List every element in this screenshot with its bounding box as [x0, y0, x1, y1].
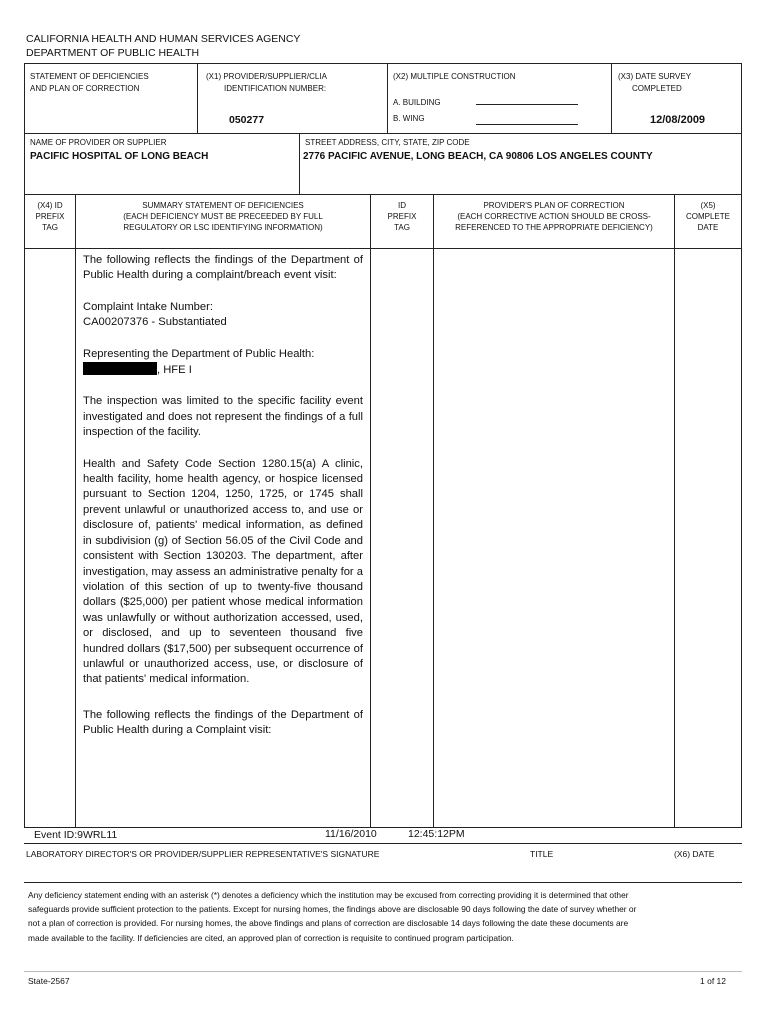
statement-label-2: AND PLAN OF CORRECTION [30, 84, 140, 93]
x4-header-l1: (X4) ID [37, 201, 63, 210]
wing-field-line [476, 124, 578, 125]
x5-header-l2: COMPLETE [685, 212, 730, 221]
event-date: 11/16/2010 [325, 828, 377, 840]
x3-label-2: COMPLETED [632, 84, 682, 93]
representative-label: Representing the Department of Public Health: [83, 347, 315, 360]
x2-wing-label: B. WING [393, 114, 425, 123]
summary-header-l1: SUMMARY STATEMENT OF DEFICIENCIES [142, 201, 304, 210]
plan-header [434, 200, 674, 233]
provider-divider [24, 194, 742, 195]
divider-col-plan [674, 194, 675, 827]
x6-date-label: (X6) DATE [674, 849, 715, 859]
department-name: DEPARTMENT OF PUBLIC HEALTH [26, 47, 200, 59]
form-footer-line [24, 971, 742, 972]
building-field-line [476, 104, 578, 105]
x1-value: 050277 [229, 114, 265, 126]
address-label: STREET ADDRESS, CITY, STATE, ZIP CODE [305, 138, 470, 147]
id-header-l3: TAG [394, 223, 410, 232]
health-safety-code: Health and Safety Code Section 1280.15(a) A clinic, health facility, home health agency, or hospice licensed pursuant to Section 1204, 1250, 1725, or 1745 shall prevent unlawful or unauthorized access to, and use or disclosure of, patients' medical information, as defined in subdivision (g) of Section 56.05 of the Civil Code and consistent with Section 130203. The department, after investigation, may assess an administrative penalty for a violation of this section of up to twenty-five thousand dollars ($25,000) per patient whose medical information was unlawfully or without authorization accessed, used, or disclosed, and up to seventeen thousand five hundred dollars ($17,500) per subsequent occurrence of unlawful or unauthorized access, use, or disclosure of that patients' medical information. [83, 457, 363, 686]
top-border [24, 63, 742, 64]
findings-intro: The following reflects the findings of the Department of Public Health during a complaint/breach event visit: [83, 254, 363, 282]
x4-header [25, 200, 75, 233]
representative-title: , HFE I [157, 364, 192, 377]
left-border [24, 63, 25, 828]
event-id: Event ID:9WRL11 [34, 829, 118, 841]
id-header [371, 200, 433, 233]
x3-value: 12/08/2009 [650, 114, 706, 126]
provider-name-value: PACIFIC HOSPITAL OF LONG BEACH [30, 151, 209, 162]
id-header-l2: PREFIX [387, 212, 417, 221]
complaint-findings: The following reflects the findings of the Department of Public Health during a Complaint visit: [83, 708, 363, 737]
summary-header [76, 200, 370, 233]
x3-label-1: (X3) DATE SURVEY [618, 72, 692, 81]
divider-address [299, 133, 300, 194]
id-header-l1: ID [398, 201, 406, 210]
divider-col-summary [370, 194, 371, 827]
disclaimer-text: Any deficiency statement ending with an asterisk (*) denotes a deficiency which the institution may be excused from correcting providing it is determined that other safeguards provide sufficient protection to the patients. Except for nursing homes, the findings above are disclosable 90 days following the date of survey whether or not a plan of correction is provided. For nursing homes, the above findings and plans of correction are disclosable 14 days following the date these documents are made available to the facility. If deficiencies are cited, an approved plan of correction is requisite to continued program participation. [28, 890, 637, 943]
header-divider [24, 133, 742, 134]
divider-x1 [197, 63, 198, 133]
summary-header-l2: (EACH DEFICIENCY MUST BE PRECEEDED BY FULL [123, 212, 323, 221]
divider-col-x4 [75, 194, 76, 827]
plan-header-l1: PROVIDER'S PLAN OF CORRECTION [483, 201, 625, 210]
provider-name-label: NAME OF PROVIDER OR SUPPLIER [30, 138, 167, 147]
agency-name: CALIFORNIA HEALTH AND HUMAN SERVICES AGENCY [26, 33, 301, 45]
divider-x2 [387, 63, 388, 133]
x2-building-label: A. BUILDING [393, 98, 441, 107]
complaint-intake [83, 300, 363, 331]
divider-x3 [611, 63, 612, 133]
x4-header-l2: PREFIX [35, 212, 65, 221]
x4-header-l3: TAG [42, 223, 58, 232]
summary-header-l3: REGULATORY OR LSC IDENTIFYING INFORMATION) [123, 223, 323, 232]
complaint-intake-number: CA00207376 - Substantiated [83, 316, 227, 329]
address-value: 2776 PACIFIC AVENUE, LONG BEACH, CA 90806 LOS ANGELES COUNTY [303, 151, 653, 162]
plan-header-l2: (EACH CORRECTIVE ACTION SHOULD BE CROSS- [457, 212, 651, 221]
inspection-scope: The inspection was limited to the specific facility event investigated and does not represent the findings of a full inspection of the facility. [83, 395, 363, 439]
title-label: TITLE [530, 849, 554, 859]
x2-label: (X2) MULTIPLE CONSTRUCTION [393, 72, 516, 81]
page-number: 1 of 12 [700, 976, 726, 986]
x1-label-1: (X1) PROVIDER/SUPPLIER/CLIA [206, 72, 327, 81]
divider-col-id [433, 194, 434, 827]
plan-header-l3: REFERENCED TO THE APPROPRIATE DEFICIENCY) [455, 223, 653, 232]
signature-top-line [24, 843, 742, 844]
event-time: 12:45:12PM [408, 828, 465, 840]
findings-text [83, 253, 363, 755]
x5-header-l1: (X5) [700, 201, 716, 210]
right-border [741, 63, 742, 828]
complaint-intake-label: Complaint Intake Number: [83, 300, 213, 313]
redacted-name-block [83, 362, 157, 375]
x5-header-l3: DATE [697, 223, 719, 232]
x5-header [675, 200, 741, 233]
form-id: State-2567 [28, 976, 70, 986]
statement-label-1: STATEMENT OF DEFICIENCIES [30, 72, 149, 81]
x1-label-2: IDENTIFICATION NUMBER: [224, 84, 327, 93]
signature-label: LABORATORY DIRECTOR'S OR PROVIDER/SUPPLIER REPRESENTATIVE'S SIGNATURE [26, 849, 380, 859]
bottom-border [24, 827, 742, 828]
representative [83, 347, 363, 379]
disclaimer-top-line [24, 882, 742, 883]
columns-divider [24, 248, 742, 249]
